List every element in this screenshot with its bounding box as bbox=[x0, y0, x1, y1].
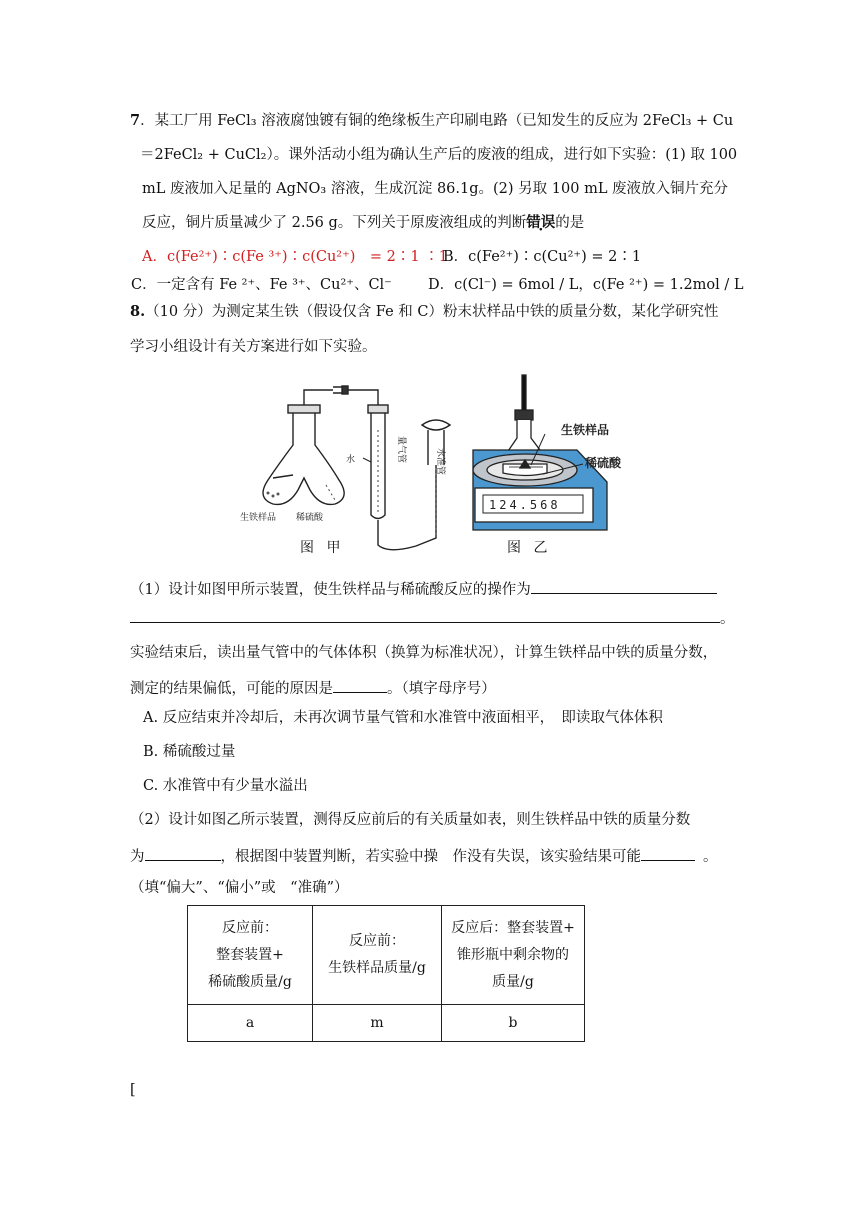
q7-option-a: A．c(Fe²⁺)∶c(Fe ³⁺)∶c(Cu²⁺) = 2∶1 ∶1 bbox=[142, 249, 448, 265]
label-jia-water: 水 bbox=[346, 455, 356, 465]
q8-stem-1: （10 分）为测定某生铁（假设仅含 Fe 和 C）粉末状样品中铁的质量分数，某化学研究性 bbox=[145, 304, 719, 320]
label-jia-acid: 稀硫酸 bbox=[296, 513, 324, 523]
table-header-row bbox=[188, 906, 585, 1005]
q7-line4-pre: 反应，铜片质量减少了 2.56 g。下列关于原废液组成的判断 bbox=[142, 215, 527, 231]
q7-line4 bbox=[142, 213, 584, 233]
table-cell-m: m bbox=[313, 1005, 442, 1042]
p1-choice-b: B. 稀硫酸过量 bbox=[143, 744, 236, 760]
table-cell-a: a bbox=[188, 1005, 313, 1042]
p1-end: 。 bbox=[720, 611, 735, 627]
h1-line1: 反应前： bbox=[222, 919, 278, 936]
q7-option-d: D．c(Cl⁻) = 6mol / L，c(Fe ²⁺) = 1.2mol / L bbox=[428, 277, 744, 293]
p2-line2 bbox=[130, 844, 718, 867]
q8-line1 bbox=[130, 302, 718, 322]
p2-result-blank[interactable] bbox=[641, 844, 695, 861]
table-row bbox=[188, 1005, 585, 1042]
p2-line1: （2）设计如图乙所示装置，测得反应前后的有关质量如表，则生铁样品中铁的质量分数 bbox=[130, 812, 691, 828]
label-jia-sample: 生铁样品 bbox=[240, 513, 277, 523]
h2-line1: 反应前： bbox=[349, 933, 405, 949]
p1-choice-a: A. 反应结束并冷却后，未再次调节量气管和水准管中液面相平， 即读取气体体积 bbox=[143, 710, 663, 726]
h3-line2: 锥形瓶中剩余物的 bbox=[457, 946, 569, 963]
p1-line3: 实验结束后，读出量气管中的气体体积（换算为标准状况），计算生铁样品中铁的质量分数， bbox=[130, 645, 718, 661]
p1-prompt: （1）设计如图甲所示装置，使生铁样品与稀硫酸反应的操作为 bbox=[130, 582, 531, 598]
p2-line2-mid: ，根据图中装置判断，若实验中操 作没有失误，该实验结果可能 bbox=[220, 849, 641, 865]
p2-line2-post: 。 bbox=[703, 849, 718, 865]
q7-option-c: C．一定含有 Fe ²⁺、Fe ³⁺、Cu²⁺、Cl⁻ bbox=[131, 277, 392, 293]
p2-line3: （填“偏大”、“偏小”或 “准确”） bbox=[130, 880, 349, 896]
table-header-cell-1 bbox=[188, 906, 313, 1005]
p1-answer-blank-2[interactable] bbox=[130, 606, 720, 623]
figure-jia-apparatus bbox=[238, 370, 458, 565]
balance-reading: 124.568 bbox=[489, 498, 561, 512]
q8-number: 8. bbox=[130, 303, 146, 320]
q7-stem-1: ．某工厂用 FeCl₃ 溶液腐蚀镀有铜的绝缘板生产印刷电路（已知发生的反应为 2FeCl₃ + Cu bbox=[140, 113, 734, 129]
label-jia-level-tube: 水准管 bbox=[435, 448, 445, 476]
trailing-bracket: [ bbox=[130, 1082, 136, 1098]
q7-number: 7 bbox=[130, 112, 141, 129]
label-jia-gas-tube: 量气管 bbox=[396, 436, 406, 464]
p2-fraction-blank[interactable] bbox=[145, 844, 221, 861]
q7-line4-post: 的是 bbox=[555, 215, 585, 231]
figure-jia-caption: 图 甲 bbox=[300, 540, 345, 556]
figure-yi-caption: 图 乙 bbox=[507, 540, 552, 556]
p1-line4-post: 。（填字母序号） bbox=[387, 681, 496, 697]
p1-line1 bbox=[130, 577, 717, 600]
q7-line1 bbox=[130, 111, 733, 131]
q7-line2: ＝2FeCl₂ + CuCl₂）。课外活动小组为确认生产后的废液的组成，进行如下实验：(1) 取 100 bbox=[140, 147, 738, 163]
h1-line2: 整套装置+ bbox=[216, 946, 284, 963]
table-header-cell-3 bbox=[442, 906, 585, 1005]
figure-yi-balance bbox=[465, 370, 622, 560]
p1-reason-blank[interactable] bbox=[333, 676, 387, 693]
p1-line4 bbox=[130, 676, 496, 699]
p1-answer-blank-1[interactable] bbox=[531, 577, 717, 594]
h2-line2: 生铁样品质量/g bbox=[328, 960, 426, 976]
p1-line4-pre: 测定的结果偏低，可能的原因是 bbox=[130, 681, 333, 697]
q7-line3: mL 废液加入足量的 AgNO₃ 溶液，生成沉淀 86.1g。(2) 另取 100 mL 废液放入铜片充分 bbox=[142, 181, 729, 197]
p1-choice-c: C. 水准管中有少量水溢出 bbox=[143, 778, 308, 794]
label-yi-sample: 生铁样品 bbox=[561, 423, 610, 437]
q7-option-b: B．c(Fe²⁺)∶c(Cu²⁺) = 2∶1 bbox=[443, 249, 642, 265]
mass-table bbox=[187, 905, 585, 1042]
h3-line1: 反应后：整套装置+ bbox=[451, 919, 575, 936]
h3-line3: 质量/g bbox=[492, 973, 534, 990]
q7-emphasis-wrong: 错误 bbox=[526, 214, 556, 231]
p2-line2-pre: 为 bbox=[130, 849, 145, 865]
q8-line2: 学习小组设计有关方案进行如下实验。 bbox=[130, 339, 377, 355]
p1-line2 bbox=[130, 606, 735, 629]
table-header-cell-2 bbox=[313, 906, 442, 1005]
table-cell-b: b bbox=[442, 1005, 585, 1042]
label-yi-acid: 稀硫酸 bbox=[585, 456, 622, 470]
h1-line3: 稀硫酸质量/g bbox=[208, 973, 292, 990]
